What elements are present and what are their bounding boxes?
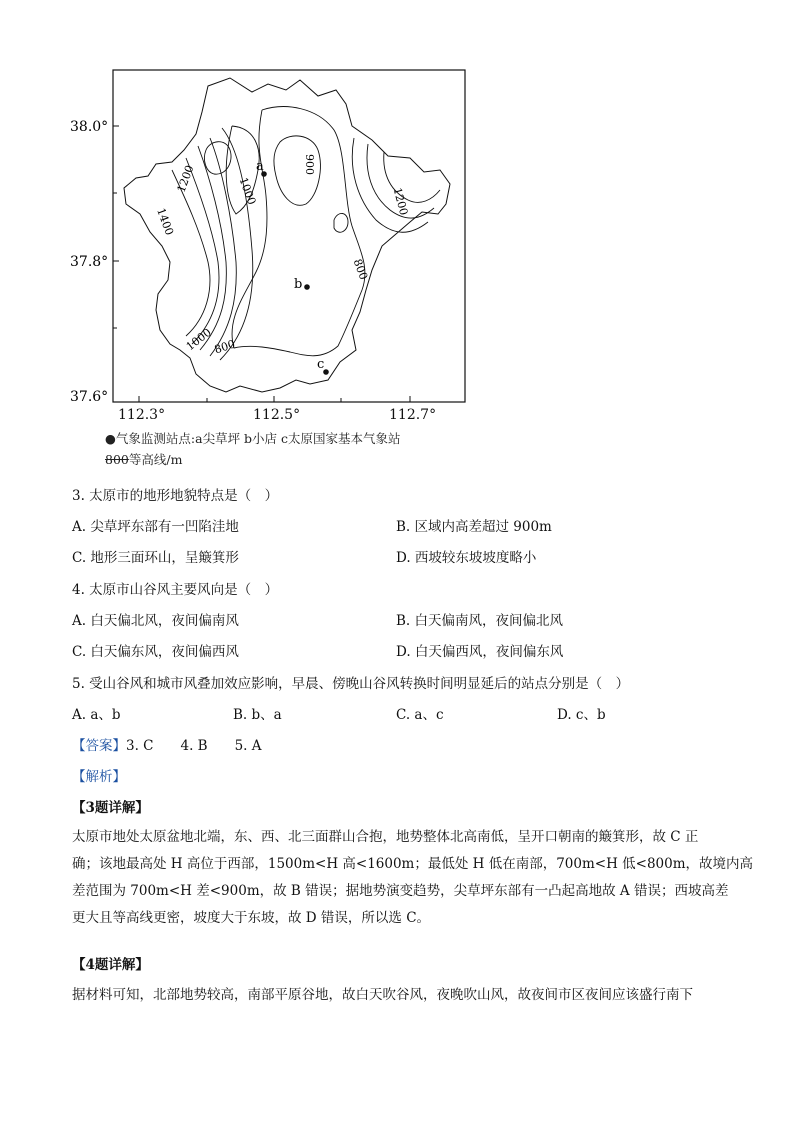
contour-line xyxy=(172,170,210,336)
text-line: 太原市地处太原盆地北端，东、西、北三面群山合抱，地势整体北高南低，呈开口朝南的簸箕形，故 C 正 xyxy=(72,829,699,845)
answer-text: 3. C 4. B 5. A xyxy=(126,738,262,754)
legend-contour-sample: 800 xyxy=(105,452,129,467)
text-line: 差范围为 700m<H 差<900m，故 B 错误；据地势演变趋势，尖草坪东部有一凸起高地故 A 错误；西坡高差 xyxy=(72,883,729,899)
q3-explanation xyxy=(72,824,754,932)
question-stem: 5. 受山谷风和城市风叠加效应影响，早晨、傍晚山谷风转换时间明显延后的站点分别是（ ） xyxy=(72,676,630,692)
option: A. 白天偏北风，夜间偏南风 xyxy=(72,613,239,629)
lon-label: 112.5° xyxy=(253,407,301,423)
city-boundary xyxy=(124,78,450,392)
contour-label: 900 xyxy=(303,154,316,175)
option: D. 西坡较东坡坡度略小 xyxy=(396,550,537,566)
lat-label: 38.0° xyxy=(70,119,109,135)
legend-contour-text: 等高线/m xyxy=(128,452,183,467)
option: A. a、b xyxy=(72,707,121,723)
contour-line xyxy=(334,213,348,232)
contour-map xyxy=(60,60,480,410)
option: A. 尖草坪东部有一凹陷洼地 xyxy=(72,519,239,535)
contour-label: 1000 xyxy=(236,175,259,207)
analysis-heading: 【解析】 xyxy=(72,769,126,785)
lon-label: 112.7° xyxy=(389,407,437,423)
contour-label: 1400 xyxy=(154,206,176,238)
text-line: 据材料可知，北部地势较高，南部平原谷地，故白天吹谷风，夜晚吹山风，故夜间市区夜间应该盛行南下 xyxy=(72,987,693,1003)
legend-contour xyxy=(105,450,182,468)
contour-line xyxy=(232,107,365,356)
text-line: 更大且等高线更密，坡度大于东坡，故 D 错误，所以选 C。 xyxy=(72,910,431,926)
contour-line xyxy=(186,158,219,344)
station-label: a xyxy=(256,159,264,174)
text-line: 确；该地最高处 H 高位于西部，1500m<H 高<1600m；最低处 H 低在南部，700m<H 低<800m，故境内高 xyxy=(72,856,754,872)
option: B. 白天偏南风，夜间偏北风 xyxy=(396,613,564,629)
contour-label: 800 xyxy=(350,257,371,282)
option: C. 地形三面环山，呈簸箕形 xyxy=(72,550,239,566)
q3-detail-heading: 【3题详解】 xyxy=(72,800,149,816)
answer-line xyxy=(72,734,262,754)
option: D. c、b xyxy=(557,707,606,723)
contour-line xyxy=(210,138,236,356)
station-b-marker xyxy=(304,284,310,290)
option: C. 白天偏东风，夜间偏西风 xyxy=(72,644,239,660)
lat-label: 37.6° xyxy=(70,389,109,405)
contour-label: 800 xyxy=(212,337,237,357)
question-stem: 3. 太原市的地形地貌特点是（ ） xyxy=(72,488,279,504)
q4-detail-heading: 【4题详解】 xyxy=(72,957,149,973)
option: B. 区域内高差超过 900m xyxy=(396,519,552,535)
contour-line xyxy=(352,138,428,232)
option: B. b、a xyxy=(233,707,282,723)
option: C. a、c xyxy=(396,707,444,723)
contour-line xyxy=(220,128,253,360)
lat-label: 37.8° xyxy=(70,254,109,270)
contour-label: 1200 xyxy=(390,186,411,217)
option: D. 白天偏西风，夜间偏东风 xyxy=(396,644,564,660)
contour-label: 1200 xyxy=(174,163,197,195)
station-label: c xyxy=(317,357,325,372)
contour-label: 1000 xyxy=(183,325,214,354)
question-stem: 4. 太原市山谷风主要风向是（ ） xyxy=(72,582,279,598)
q4-explanation xyxy=(72,982,722,1009)
legend-station: ●气象监测站点:a尖草坪 b小店 c太原国家基本气象站 xyxy=(105,431,401,446)
station-label: b xyxy=(294,277,303,292)
lon-label: 112.3° xyxy=(118,407,166,423)
answer-tag: 【答案】 xyxy=(72,738,126,754)
